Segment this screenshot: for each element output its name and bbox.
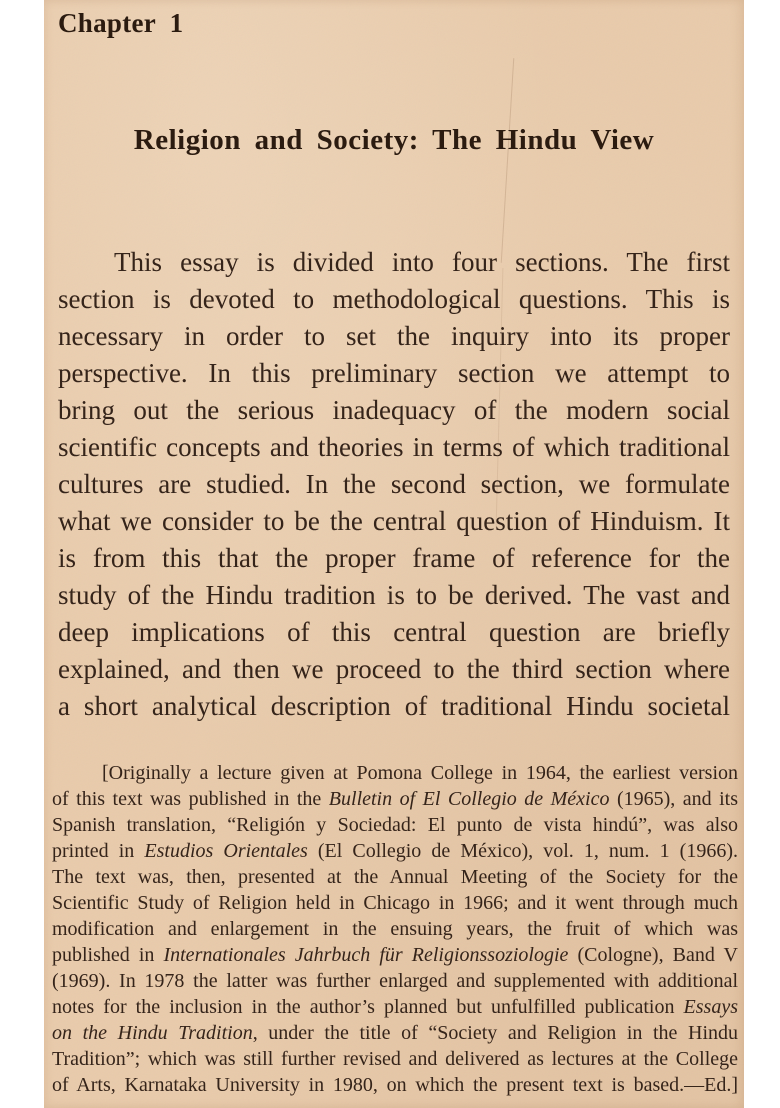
paragraph-line: bring out the serious inadequacy of the modern social xyxy=(58,395,730,425)
footnote-line: Tradition”; which was still further revised and delivered as lectures at the College xyxy=(52,1048,738,1070)
paragraph-line: perspective. In this preliminary section we attempt to xyxy=(58,358,730,388)
paragraph-line: explained, and then we proceed to the third section where xyxy=(58,654,730,684)
paragraph-line: a short analytical description of traditional Hindu societal xyxy=(58,691,730,721)
paragraph-line: study of the Hindu tradition is to be derived. The vast and xyxy=(58,580,730,610)
footnote-line: Spanish translation, “Religión y Sociedad: El punto de vista hindú”, was also xyxy=(52,814,738,836)
chapter-title: Religion and Society: The Hindu View xyxy=(133,124,655,156)
footnote-line: notes for the inclusion in the author’s planned but unfulfilled publication Essays xyxy=(52,996,738,1018)
footnote-line: published in Internationales Jahrbuch für Religionssoziologie (Cologne), Band V xyxy=(52,944,738,966)
paragraph-line: section is devoted to methodological questions. This is xyxy=(58,284,730,314)
footnote-block xyxy=(52,760,738,1098)
paragraph-line: This essay is divided into four sections. The first xyxy=(114,247,730,277)
chapter-label: Chapter 1 xyxy=(58,8,184,38)
paragraph-line: cultures are studied. In the second section, we formulate xyxy=(58,469,730,499)
footnote-line: of Arts, Karnataka University in 1980, on which the present text is based.—Ed.] xyxy=(52,1074,738,1096)
paragraph-line: what we consider to be the central question of Hinduism. It xyxy=(58,506,730,536)
footnote-line: on the Hindu Tradition, under the title of “Society and Religion in the Hindu xyxy=(52,1022,738,1044)
body-paragraph xyxy=(58,244,730,725)
book-page xyxy=(44,0,744,1108)
paragraph-line: is from this that the proper frame of reference for the xyxy=(58,543,730,573)
paragraph-line: necessary in order to set the inquiry into its proper xyxy=(58,321,730,351)
footnote-line: printed in Estudios Orientales (El Collegio de México), vol. 1, num. 1 (1966). xyxy=(52,840,738,862)
footnote-line: modification and enlargement in the ensuing years, the fruit of which was xyxy=(52,918,738,940)
paragraph-line: deep implications of this central question are briefly xyxy=(58,617,730,647)
paragraph-line: scientific concepts and theories in terms of which traditional xyxy=(58,432,730,462)
footnote-line: Scientific Study of Religion held in Chicago in 1966; and it went through much xyxy=(52,892,738,914)
footnote-line: The text was, then, presented at the Annual Meeting of the Society for the xyxy=(52,866,738,888)
footnote-line: (1969). In 1978 the latter was further enlarged and supplemented with additional xyxy=(52,970,738,992)
footnote-line: [Originally a lecture given at Pomona College in 1964, the earliest version xyxy=(102,762,738,784)
footnote-line: of this text was published in the Bulletin of El Collegio de México (1965), and its xyxy=(52,788,738,810)
paper-crease xyxy=(501,58,515,263)
